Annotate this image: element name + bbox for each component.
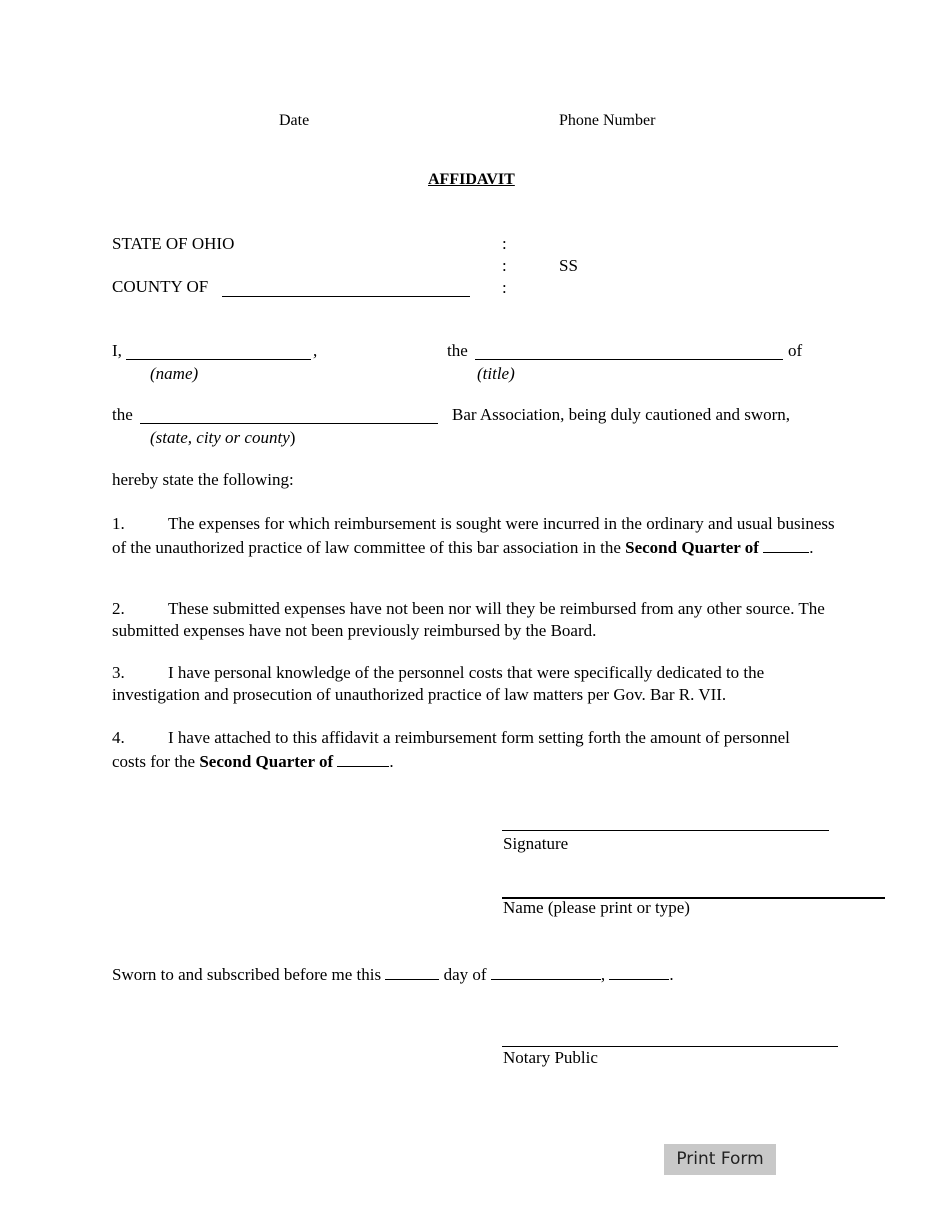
printed-name-label: Name (please print or type): [503, 898, 690, 917]
venue-colon: :: [502, 278, 507, 297]
printed-name-field[interactable]: [502, 880, 885, 899]
hereby-statement: hereby state the following:: [112, 470, 294, 489]
name-comma: ,: [313, 341, 318, 360]
phone-number-label: Phone Number: [559, 112, 656, 129]
day-field[interactable]: [385, 962, 439, 980]
list-item: 2. These submitted expenses have not been nor will they be reimbursed from any other source. The submitted expenses have not been previously reimbursed by the Board.: [112, 599, 825, 640]
signature-line[interactable]: [502, 813, 829, 831]
state-of-ohio: STATE OF OHIO: [112, 234, 235, 253]
state-city-county-caption: (state, city or county): [150, 428, 296, 447]
i-prefix: I,: [112, 341, 122, 360]
list-item: 3. I have personal knowledge of the personnel costs that were specifically dedicated to the investigation and prosecution of unauthorized practice of law matters per Gov. Bar R. VII.: [112, 663, 765, 704]
print-form-button[interactable]: Print Form: [664, 1144, 776, 1175]
quarter-year-field[interactable]: [337, 749, 389, 767]
bar-association-text: Bar Association, being duly cautioned and sworn,: [452, 405, 791, 424]
ss-label: SS: [559, 256, 578, 275]
the-label: the: [447, 341, 468, 360]
venue-colon: :: [502, 234, 507, 253]
venue-colon: :: [502, 256, 507, 275]
name-field[interactable]: [126, 342, 311, 360]
signature-label: Signature: [503, 834, 569, 853]
year-field[interactable]: [609, 962, 669, 980]
name-caption: (name): [150, 364, 199, 383]
sworn-statement: Sworn to and subscribed before me this day of , .: [112, 962, 674, 985]
date-label: Date: [279, 112, 310, 129]
notary-signature-line[interactable]: [502, 1029, 838, 1047]
title-field[interactable]: [475, 342, 783, 360]
month-field[interactable]: [491, 962, 601, 980]
page-title: AFFIDAVIT: [428, 171, 515, 188]
list-item: 4. I have attached to this affidavit a reimbursement form setting forth the amount of personnel costs for the Second Quarter of .: [112, 728, 790, 771]
notary-public-label: Notary Public: [503, 1048, 598, 1067]
county-label: COUNTY OF: [112, 277, 209, 296]
county-field[interactable]: [222, 278, 470, 297]
quarter-year-field[interactable]: [763, 535, 809, 553]
title-caption: (title): [477, 364, 515, 383]
bar-association-field[interactable]: [140, 406, 438, 424]
the-label-2: the: [112, 405, 133, 424]
of-label: of: [788, 341, 803, 360]
list-item: 1. The expenses for which reimbursement is sought were incurred in the ordinary and usual business of the unauthorized practice of law committee of this bar association in the Second Quarter of .: [112, 514, 835, 557]
